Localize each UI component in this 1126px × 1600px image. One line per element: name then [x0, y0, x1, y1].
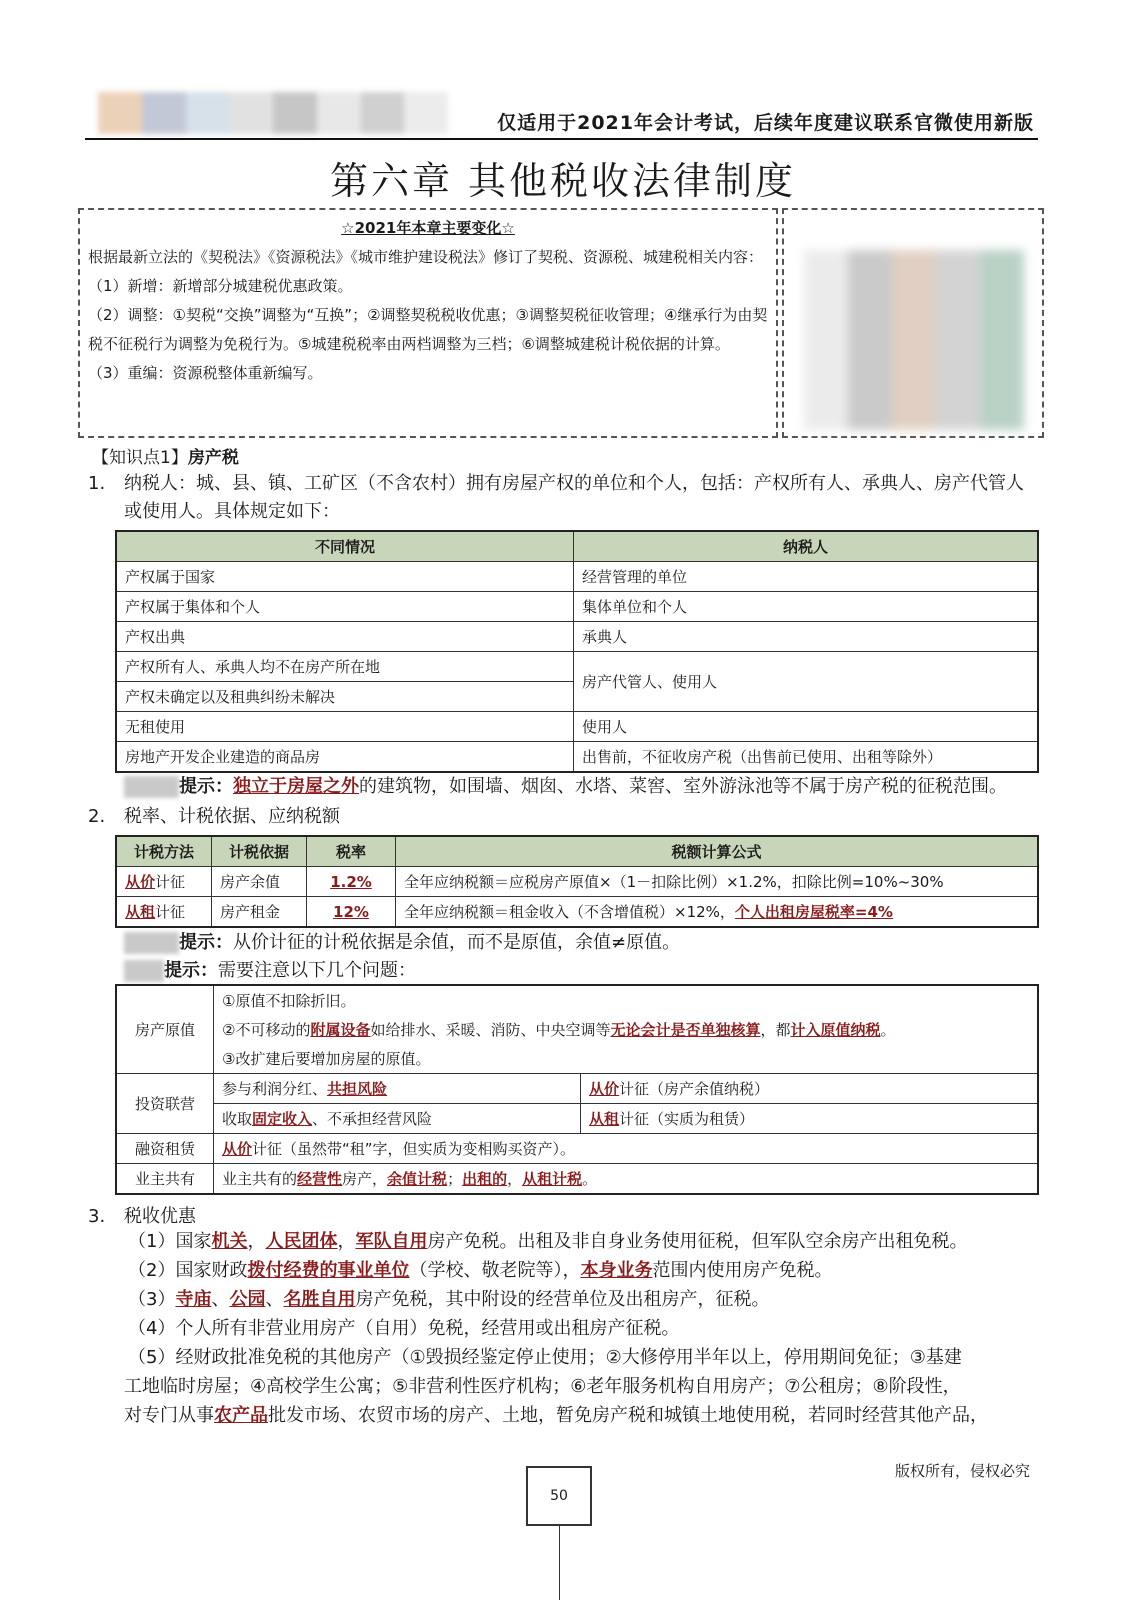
- exemption-1: [128, 1228, 967, 1256]
- highlight-text: 从价: [222, 1140, 253, 1158]
- cell-text: 参与利润分红、: [222, 1080, 328, 1098]
- column-header: 不同情况: [116, 531, 574, 562]
- table-row: [116, 1134, 1038, 1164]
- row-label: 业主共有: [116, 1164, 214, 1195]
- table-cell: 房地产开发企业建造的商品房: [116, 742, 574, 773]
- highlight-text: 从租计税: [522, 1170, 583, 1188]
- table-cell: [214, 1104, 581, 1134]
- highlight-text: 固定收入: [252, 1110, 313, 1128]
- table-cell: 集体单位和个人: [574, 592, 1039, 622]
- para-text: 、: [265, 1289, 284, 1310]
- highlight-text: 经营性: [297, 1170, 343, 1188]
- highlight-text: 附属设备: [310, 1021, 371, 1039]
- row-label: 融资租赁: [116, 1134, 214, 1164]
- exemption-5-line1: （5）经财政批准免税的其他房产（①毁损经鉴定停止使用；②大修停用半年以上，停用期间免征；③基建: [128, 1347, 962, 1368]
- highlight-text: 个人出租房屋税率=4%: [734, 903, 893, 921]
- page-line: [559, 1526, 560, 1600]
- exemption-5-line3: [124, 1402, 988, 1430]
- highlight-text: 出租的: [462, 1170, 508, 1188]
- tip-scope: [124, 773, 1007, 801]
- table-cell: 房产租金: [212, 897, 307, 928]
- table-row: [116, 897, 1038, 928]
- para-text: 房产免税，其中附设的经营单位及出租房产，征税。: [355, 1289, 770, 1310]
- cell-text: ；: [447, 1170, 463, 1188]
- item-title: 税率、计税依据、应纳税额: [124, 806, 340, 827]
- table-row: [116, 1074, 1038, 1104]
- exemption-4: （4）个人所有非营业用房产（自用）免税，经营用或出租房产征税。: [128, 1318, 680, 1339]
- header-divider: [85, 138, 1038, 140]
- blurred-label: [124, 932, 179, 954]
- table-cell: [116, 867, 212, 897]
- kp-bracket: 【知识点1】: [92, 448, 188, 468]
- tip-label: 提示：: [164, 960, 218, 981]
- table-row: [116, 562, 1038, 592]
- table-cell: 承典人: [574, 622, 1039, 652]
- exemption-2: [128, 1257, 832, 1285]
- para-text: （1）国家: [128, 1231, 212, 1252]
- blurred-qr-code: [804, 250, 1024, 430]
- row-label: 房产原值: [116, 985, 214, 1074]
- blurred-label: [124, 960, 164, 982]
- table-cell: [581, 1104, 1039, 1134]
- tip-text: 从价计征的计税依据是余值，而不是原值，余值≠原值。: [233, 932, 681, 953]
- chapter-changes-box: [78, 208, 778, 438]
- changes-line: （3）重编：资源税整体重新编写。: [88, 364, 323, 382]
- table-row: [116, 592, 1038, 622]
- para-text: 范围内使用房产免税。: [652, 1260, 833, 1281]
- tip-label: 提示：: [179, 932, 233, 953]
- column-header: 税率: [307, 836, 396, 867]
- copyright-notice: 版权所有，侵权必究: [894, 1462, 1030, 1480]
- cell-text: 房产，: [342, 1170, 388, 1188]
- column-header: 纳税人: [574, 531, 1039, 562]
- table-cell: 产权属于集体和个人: [116, 592, 574, 622]
- highlight-text: 人民团体: [265, 1231, 338, 1252]
- cell-text: 收取: [222, 1110, 253, 1128]
- table-row: [116, 1044, 1038, 1074]
- cell-text: 计征（实质为租赁）: [619, 1110, 755, 1128]
- cell-text: 计征（房产余值纳税）: [619, 1080, 770, 1098]
- highlight-text: 从租: [125, 903, 156, 921]
- cell-text: 。: [880, 1021, 896, 1039]
- changes-line: 根据最新立法的《契税法》《资源税法》《城市维护建设税法》修订了契税、资源税、城建税相关内容：: [88, 248, 764, 266]
- cell-text: 计征（虽然带“租”字，但实质为变相购买资产）。: [252, 1140, 576, 1158]
- table-cell: [307, 897, 396, 928]
- issues-table: [115, 984, 1039, 1195]
- para-text: ，: [337, 1231, 356, 1252]
- qr-code-box: [782, 208, 1044, 438]
- table-row: [116, 652, 1038, 682]
- para-text: 房产免税。出租及非自身业务使用征税，但军队空余房产出租免税。: [427, 1231, 968, 1252]
- para-text: （3）: [128, 1289, 176, 1310]
- highlight-text: 从价: [125, 873, 156, 891]
- page-number: 50: [526, 1466, 592, 1526]
- highlight-text: 计入原值纳税: [790, 1021, 881, 1039]
- table-cell: [214, 1015, 1039, 1044]
- table-row: [116, 712, 1038, 742]
- highlight-text: 从价: [589, 1080, 620, 1098]
- table-row: [116, 1164, 1038, 1195]
- para-text: ，: [247, 1231, 266, 1252]
- highlight-text: 余值计税: [387, 1170, 448, 1188]
- cell-text: 全年应纳税额＝应税房产原值×（1－扣除比例）×1.2%，扣除比例=10%~30%: [404, 873, 944, 891]
- cell-text: 业主共有的: [222, 1170, 298, 1188]
- table-cell: ③改扩建后要增加房屋的原值。: [214, 1044, 1039, 1074]
- cell-text: 。: [582, 1170, 598, 1188]
- changes-title: ☆2021年本章主要变化☆: [341, 219, 515, 237]
- table-cell: [396, 897, 1039, 928]
- table-cell: [214, 1164, 1039, 1195]
- item-number: 2.: [88, 806, 106, 827]
- cell-text: 计征: [155, 873, 186, 891]
- table-cell: 经营管理的单位: [574, 562, 1039, 592]
- highlight-text: 共担风险: [327, 1080, 388, 1098]
- table-row: [116, 867, 1038, 897]
- highlight-text: 寺庙: [175, 1289, 212, 1310]
- column-header: 计税方法: [116, 836, 212, 867]
- highlight-text: 无论会计是否单独核算: [610, 1021, 761, 1039]
- cell-text: 如给排水、采暖、消防、中央空调等: [370, 1021, 611, 1039]
- table-header-row: [116, 531, 1038, 562]
- para-text: 、: [211, 1289, 230, 1310]
- taxpayer-table: [115, 530, 1039, 773]
- highlight-text: 12%: [333, 902, 369, 921]
- table-cell: 产权出典: [116, 622, 574, 652]
- para-text: 批发市场、农贸市场的房产、土地，暂免房产税和城镇土地使用税，若同时经营其他产品，: [268, 1405, 988, 1426]
- table-cell: 产权未确定以及租典纠纷未解决: [116, 682, 574, 712]
- table-header-row: [116, 836, 1038, 867]
- exemption-3: [128, 1286, 769, 1314]
- highlight-text: 独立于房屋之外: [233, 776, 359, 797]
- table-row: [116, 622, 1038, 652]
- table-cell: ①原值不扣除折旧。: [214, 985, 1039, 1015]
- header-note: 仅适用于2021年会计考试，后续年度建议联系官微使用新版: [497, 112, 1034, 134]
- cell-text: ，都: [760, 1021, 791, 1039]
- table-row: [116, 742, 1038, 773]
- table-cell: [307, 867, 396, 897]
- table-cell: 产权属于国家: [116, 562, 574, 592]
- cell-text: 全年应纳税额＝租金收入（不含增值税）×12%，: [404, 903, 735, 921]
- table-cell: 房产代管人、使用人: [574, 652, 1039, 712]
- blurred-label: [124, 776, 179, 798]
- column-header: 税额计算公式: [396, 836, 1039, 867]
- table-cell: [116, 897, 212, 928]
- para-text: （学校、敬老院等），: [409, 1260, 581, 1281]
- row-label: 投资联营: [116, 1074, 214, 1134]
- table-cell: 使用人: [574, 712, 1039, 742]
- kp-name: 房产税: [187, 448, 239, 468]
- tip-text: 需要注意以下几个问题：: [218, 960, 416, 981]
- para-text: 对专门从事: [124, 1405, 214, 1426]
- highlight-text: 从租: [589, 1110, 620, 1128]
- blurred-logo: [98, 92, 448, 134]
- highlight-text: 机关: [211, 1231, 248, 1252]
- tax-rate-table: [115, 835, 1039, 928]
- item-number: 1.: [88, 473, 106, 494]
- table-cell: [214, 1074, 581, 1104]
- table-cell: 出售前，不征收房产税（出售前已使用、出租等除外）: [574, 742, 1039, 773]
- item-number: 3.: [88, 1206, 106, 1227]
- exemption-5-line2: 工地临时房屋；④高校学生公寓；⑤非营利性医疗机构；⑥老年服务机构自用房产；⑦公租房；⑧阶段性，: [124, 1376, 961, 1397]
- cell-text: ，: [507, 1170, 523, 1188]
- table-cell: [396, 867, 1039, 897]
- para-text: （2）国家财政: [128, 1260, 248, 1281]
- highlight-text: 1.2%: [330, 872, 372, 891]
- table-cell: 无租使用: [116, 712, 574, 742]
- table-row: [116, 1104, 1038, 1134]
- highlight-text: 公园: [229, 1289, 266, 1310]
- cell-text: 计征: [155, 903, 186, 921]
- column-header: 计税依据: [212, 836, 307, 867]
- highlight-text: 拨付经费的事业单位: [247, 1260, 410, 1281]
- highlight-text: 本身业务: [580, 1260, 653, 1281]
- table-cell: 产权所有人、承典人均不在房产所在地: [116, 652, 574, 682]
- highlight-text: 军队自用: [355, 1231, 428, 1252]
- highlight-text: 名胜自用: [283, 1289, 356, 1310]
- item-title: 税收优惠: [124, 1206, 196, 1227]
- cell-text: ②不可移动的: [222, 1021, 311, 1039]
- table-cell: 房产余值: [212, 867, 307, 897]
- taxpayer-paragraph: 纳税人：城、县、镇、工矿区（不含农村）拥有房屋产权的单位和个人，包括：产权所有人、承典人、房产代管人或使用人。具体规定如下：: [124, 473, 1024, 522]
- chapter-title: 第六章 其他税收法律制度: [329, 159, 797, 203]
- highlight-text: 农产品: [214, 1405, 268, 1426]
- tip-text: 的建筑物，如围墙、烟囱、水塔、菜窖、室外游泳池等不属于房产税的征税范围。: [359, 776, 1007, 797]
- table-cell: [581, 1074, 1039, 1104]
- tip-label: 提示：: [179, 776, 233, 797]
- tip-residual: [124, 929, 680, 957]
- cell-text: 、不承担经营风险: [312, 1110, 433, 1128]
- table-row: [116, 985, 1038, 1015]
- knowledge-point-title: [92, 443, 239, 468]
- changes-line: （2）调整：①契税“交换”调整为“互换”；②调整契税税收优惠；③调整契税征收管理；④继承行为由契税不征税行为调整为免税行为。⑤城建税税率由两档调整为三档；⑥调整城建税计税依据的计算。: [88, 306, 768, 353]
- table-row: [116, 1015, 1038, 1044]
- table-cell: [214, 1134, 1039, 1164]
- changes-line: （1）新增：新增部分城建税优惠政策。: [88, 277, 353, 295]
- tip-issues: [124, 957, 416, 985]
